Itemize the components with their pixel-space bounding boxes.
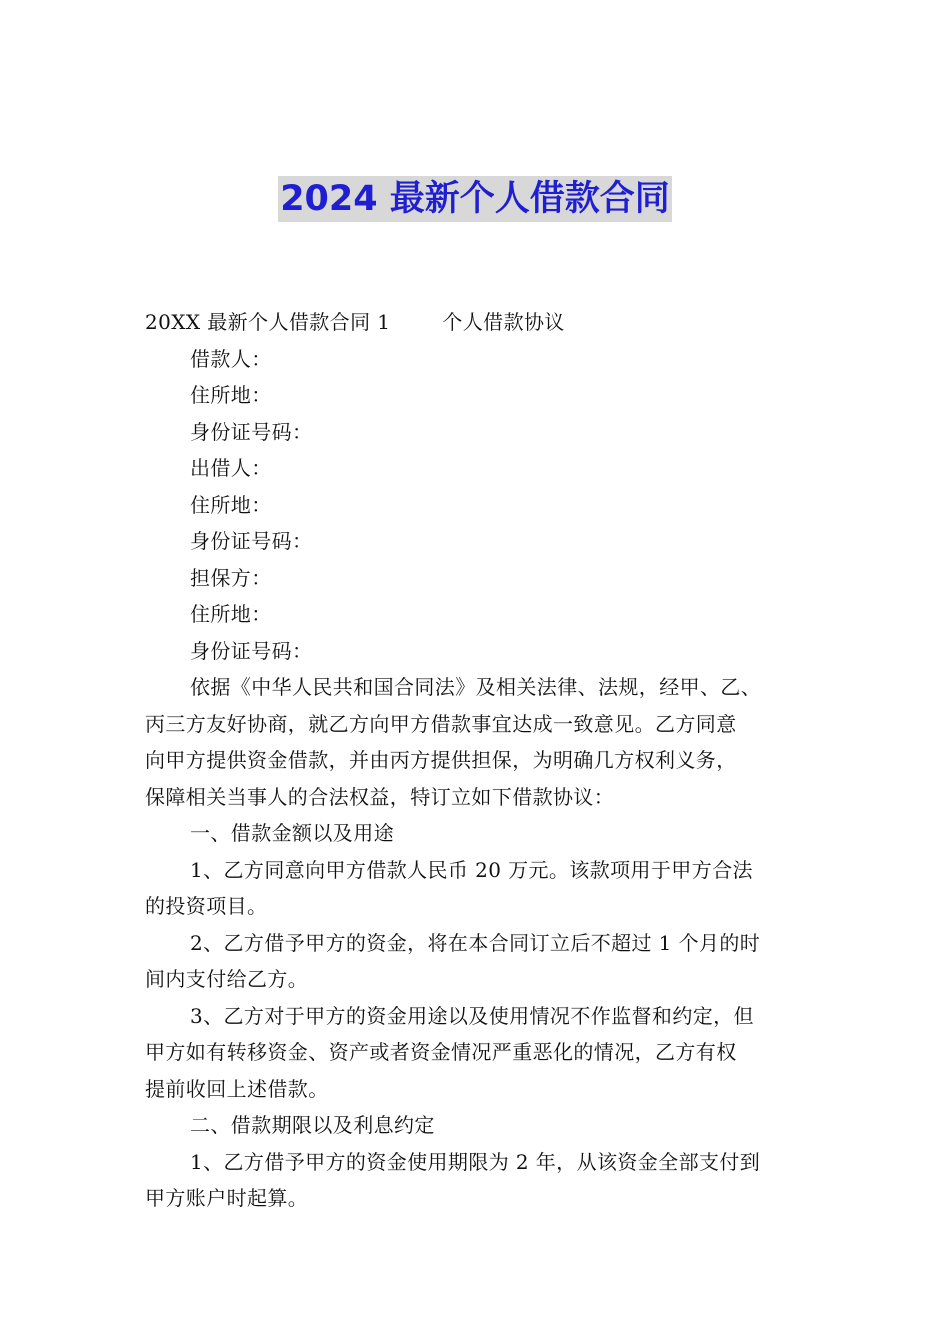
heading-right: 个人借款协议 [442,310,565,334]
text-line: 住所地： [190,602,272,626]
text-line: 1、乙方借予甲方的资金使用期限为 2 年，从该资金全部支付到 [190,1149,761,1174]
text-line: 身份证号码： [190,419,313,444]
text-line: 担保方： [190,565,272,590]
text-line: 向甲方提供资金借款，并由丙方提供担保，为明确几方权利义务， [145,748,737,772]
text-line: 3、乙方对于甲方的资金用途以及使用情况不作监督和约定，但 [190,1003,754,1028]
text-line: 身份证号码： [190,529,313,553]
text-line: 间内支付给乙方。 [145,967,309,991]
text-line: 保障相关当事人的合法权益，特订立如下借款协议： [145,784,615,809]
document-body [145,304,813,1217]
text-line: 二、借款期限以及利息约定 [190,1113,435,1137]
heading-line [145,304,813,341]
text-line: 1、乙方同意向甲方借款人民币 20 万元。该款项用于甲方合法 [190,857,753,882]
body-lines [145,341,813,1217]
text-line: 一、借款金额以及用途 [190,821,394,845]
text-line: 依据《中华人民共和国合同法》及相关法律、法规，经甲、乙、 [190,675,762,699]
text-line: 提前收回上述借款。 [145,1076,329,1101]
text-line: 住所地： [190,492,272,517]
document-title: 2024 最新个人借款合同 [278,176,672,222]
text-line: 住所地： [190,383,272,407]
text-line: 甲方如有转移资金、资产或者资金情况严重恶化的情况，乙方有权 [145,1040,737,1064]
text-line: 2、乙方借予甲方的资金，将在本合同订立后不超过 1 个月的时 [190,930,761,955]
text-line: 出借人： [190,456,272,480]
text-line: 身份证号码： [190,638,313,663]
heading-left: 20XX 最新个人借款合同 1 [145,310,391,334]
text-line: 借款人： [190,346,272,371]
text-line: 甲方账户时起算。 [145,1186,309,1210]
text-line: 的投资项目。 [145,894,268,918]
text-line: 丙三方友好协商，就乙方向甲方借款事宜达成一致意见。乙方同意 [145,711,737,736]
title-wrapper [0,176,950,222]
